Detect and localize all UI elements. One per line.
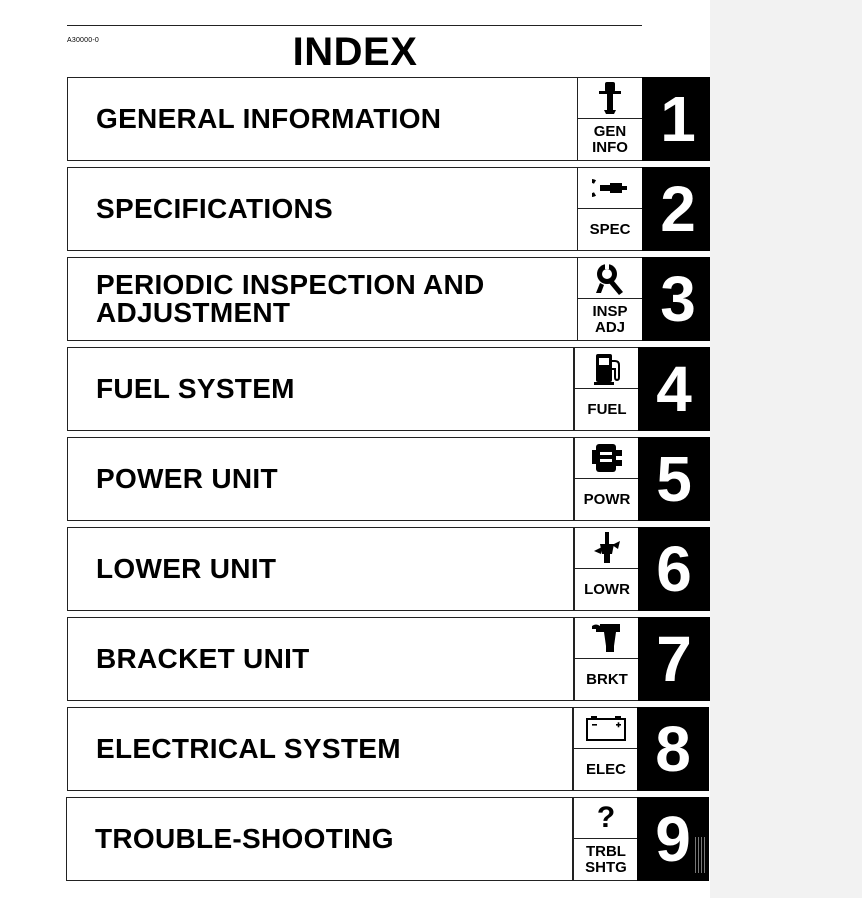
section-number-tab[interactable]: 5 [638,437,710,521]
question-mark-icon: ? [574,798,638,839]
document-code: A30000-0 [67,37,99,44]
section-label: ELECTRICAL SYSTEM [96,733,401,764]
index-row-lower-unit[interactable] [67,527,574,611]
battery-icon [574,708,638,749]
section-number-tab[interactable]: 3 [642,257,714,341]
section-abbreviation: ELEC [585,761,626,778]
section-abbreviation: LOWR [584,581,630,598]
section-icon-box [573,707,639,791]
section-number-tab[interactable]: 2 [642,167,714,251]
right-margin [710,0,862,898]
section-number-tab[interactable]: 9 [637,797,709,881]
section-abbreviation: FUEL [587,401,627,418]
index-row-fuel-system[interactable] [67,347,574,431]
section-number-tab[interactable]: 7 [638,617,710,701]
section-icon-box [573,797,639,881]
section-abbreviation: BRKT [586,671,628,688]
wrench-inspect-icon [578,258,642,299]
section-label: LOWER UNIT [96,553,277,584]
section-label: TROUBLE-SHOOTING [95,823,394,854]
index-row-trouble-shooting[interactable] [66,797,573,881]
section-label: FUEL SYSTEM [96,373,295,404]
section-abbreviation: INSP ADJ [592,303,628,336]
section-icon-box [574,347,640,431]
section-label: POWER UNIT [96,463,278,494]
section-number-tab[interactable]: 4 [638,347,710,431]
section-abbreviation: POWR [583,491,631,508]
outboard-motor-icon [578,78,642,119]
section-icon-box [577,167,643,251]
page-title: INDEX [292,30,418,74]
section-label: SPECIFICATIONS [96,193,334,224]
section-abbreviation: TRBL SHTG [585,843,627,876]
section-label: PERIODIC INSPECTION AND ADJUSTMENT [96,269,485,328]
index-row-electrical-system[interactable] [67,707,573,791]
section-number-tab[interactable]: 1 [642,77,714,161]
lower-unit-icon [575,528,639,569]
section-label: GENERAL INFORMATION [96,103,442,134]
section-icon-box [574,617,640,701]
section-number-tab[interactable]: 6 [638,527,710,611]
section-icon-box [577,257,643,341]
top-rule [67,25,642,26]
index-row-periodic-inspection[interactable] [67,257,578,341]
index-row-bracket-unit[interactable] [67,617,574,701]
bracket-icon [575,618,639,659]
section-icon-box [574,527,640,611]
micrometer-icon [578,168,642,209]
fuel-pump-icon [575,348,639,389]
section-icon-box [574,437,640,521]
section-abbreviation: SPEC [589,221,631,238]
index-row-specifications[interactable] [67,167,578,251]
engine-block-icon [575,438,639,479]
section-label: BRACKET UNIT [96,643,310,674]
index-row-general-information[interactable] [67,77,578,161]
section-icon-box [577,77,643,161]
section-number-tab[interactable]: 8 [637,707,709,791]
tab-edge-marks [695,837,707,873]
section-abbreviation: GEN INFO [592,123,628,156]
index-row-power-unit[interactable] [67,437,574,521]
